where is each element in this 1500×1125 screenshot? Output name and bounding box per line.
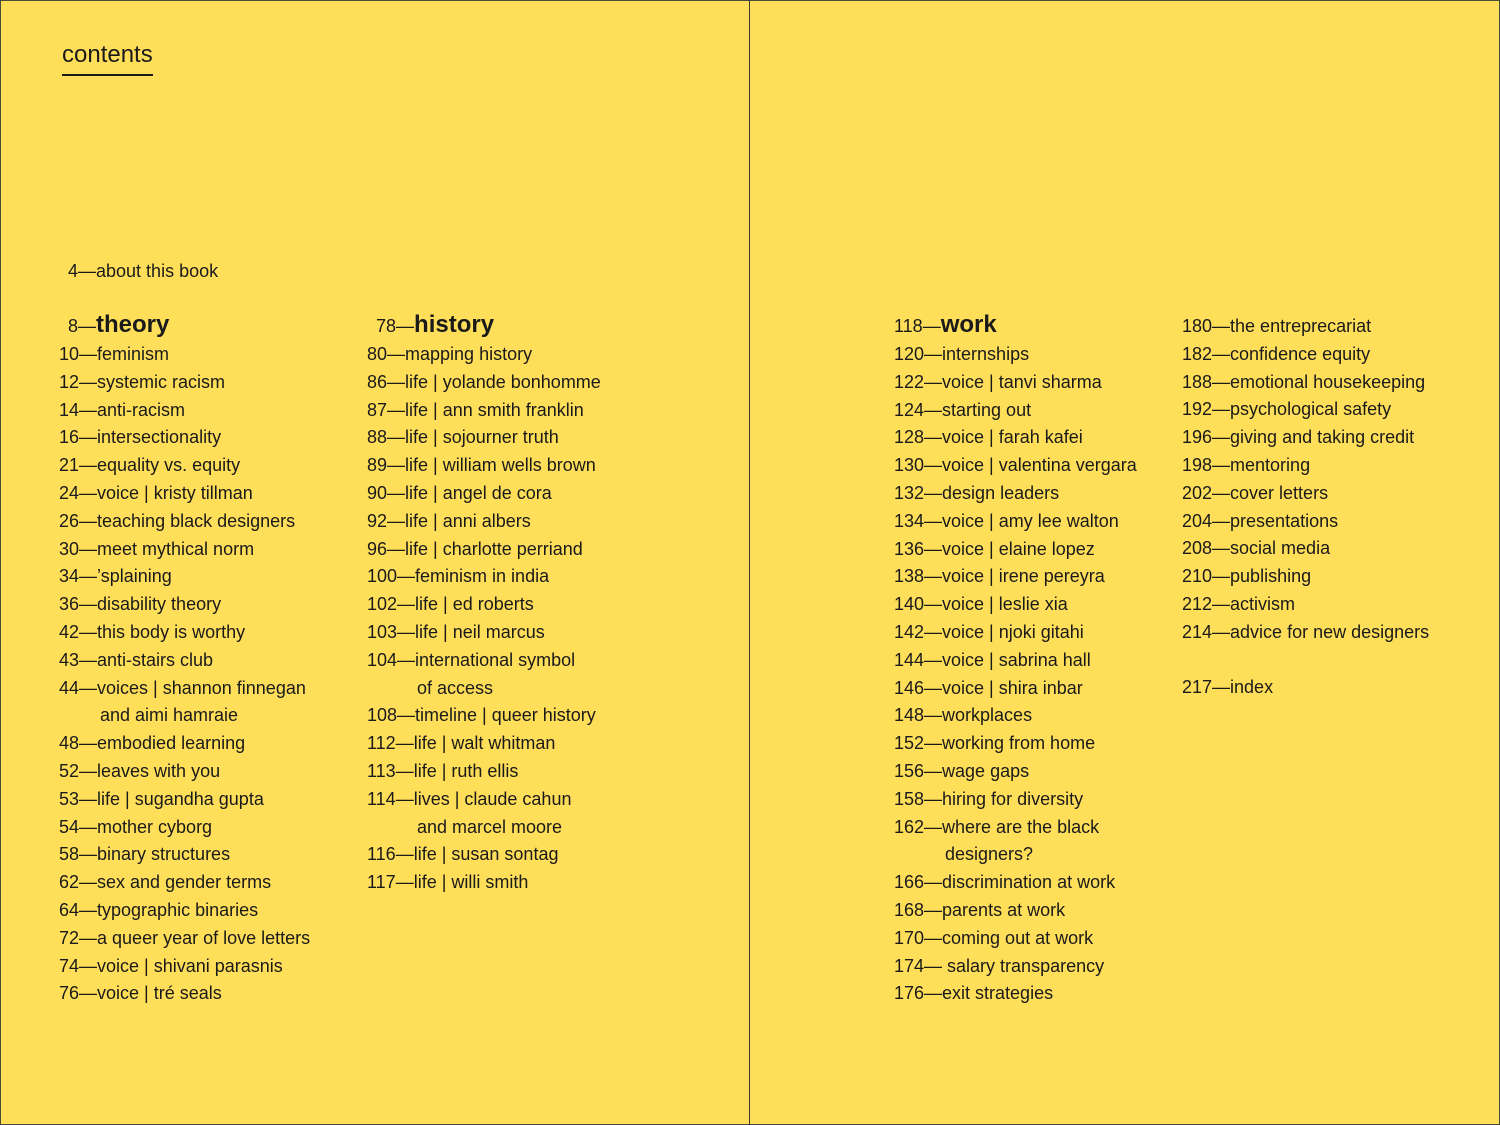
toc-column-work-continued [1182, 313, 1429, 702]
toc-entry: 54—mother cyborg [59, 816, 213, 837]
toc-entry: 21—equality vs. equity [59, 455, 241, 476]
section-page-number: 118— [894, 316, 941, 336]
toc-entry: 12—systemic racism [59, 371, 226, 392]
toc-entry: 170—coming out at work [894, 927, 1094, 948]
toc-entry: 176—exit strategies [894, 983, 1054, 1004]
toc-entry: 168—parents at work [894, 899, 1066, 920]
section-page-number: 78— [376, 316, 415, 336]
toc-entry: 140—voice | leslie xia [894, 594, 1068, 615]
toc-entry: 120—internships [894, 344, 1030, 364]
toc-entry: 52—leaves with you [59, 760, 221, 781]
toc-entry: 148—workplaces [894, 705, 1033, 726]
toc-entry: 90—life | angel de cora [367, 482, 552, 503]
toc-entry: 217—index [1182, 677, 1274, 698]
toc-entry: of access [417, 677, 494, 698]
toc-entry: 156—wage gaps [894, 760, 1030, 781]
toc-entry: 174— salary transparency [894, 955, 1105, 976]
toc-entry: 142—voice | njoki gitahi [894, 621, 1084, 642]
toc-entry: 144—voice | sabrina hall [894, 649, 1091, 670]
toc-entry: designers? [945, 844, 1034, 865]
section-title: theory [96, 311, 170, 338]
toc-entry: 146—voice | shira inbar [894, 677, 1083, 698]
toc-entry: 202—cover letters [1182, 482, 1329, 503]
toc-entry: 158—hiring for diversity [894, 788, 1084, 809]
toc-entry: 212—activism [1182, 593, 1296, 614]
toc-entry: 103—life | neil marcus [367, 621, 545, 642]
toc-entry: 192—psychological safety [1182, 399, 1392, 420]
toc-entry: 188—emotional housekeeping [1182, 371, 1426, 392]
toc-entry: 204—presentations [1182, 510, 1339, 531]
toc-entry: 116—life | susan sontag [367, 844, 559, 865]
toc-entry: 208—social media [1182, 538, 1331, 559]
toc-entry: 24—voice | kristy tillman [59, 482, 253, 503]
toc-entry: 36—disability theory [59, 594, 222, 615]
toc-entry-intro: 4—about this book [68, 261, 219, 281]
toc-entry: 26—teaching black designers [59, 510, 296, 531]
toc-entry: and marcel moore [417, 816, 563, 837]
toc-entry: 180—the entreprecariat [1182, 316, 1372, 336]
toc-entry: 74—voice | shivani parasnis [59, 955, 283, 976]
toc-entry: 76—voice | tré seals [59, 983, 222, 1004]
toc-entry: 100—feminism in india [367, 566, 550, 587]
toc-entry: 214—advice for new designers [1182, 621, 1430, 642]
toc-column-theory [59, 341, 310, 1008]
page-title: contents [62, 40, 153, 76]
toc-entry: 152—working from home [894, 733, 1096, 754]
toc-entry: and aimi hamraie [100, 705, 239, 726]
toc-entry: 162—where are the black [894, 816, 1100, 837]
section-heading-history [376, 311, 494, 341]
section-title: history [414, 311, 495, 338]
toc-spacer [1182, 647, 1429, 675]
toc-entry: 102—life | ed roberts [367, 594, 534, 615]
toc-entry: 210—publishing [1182, 566, 1312, 587]
toc-entry: 108—timeline | queer history [367, 705, 596, 726]
toc-entry: 53—life | sugandha gupta [59, 788, 264, 809]
section-page-number: 8— [68, 316, 97, 336]
toc-entry: 48—embodied learning [59, 733, 246, 754]
toc-entry: 138—voice | irene pereyra [894, 566, 1105, 587]
toc-entry: 166—discrimination at work [894, 872, 1116, 893]
toc-entry: 92—life | anni albers [367, 510, 531, 531]
toc-entry: 87—life | ann smith franklin [367, 399, 584, 420]
toc-entry: 124—starting out [894, 399, 1032, 420]
toc-entry: 117—life | willi smith [367, 872, 529, 893]
section-heading-work [894, 311, 997, 341]
toc-entry: 112—life | walt whitman [367, 733, 556, 754]
toc-entry: 43—anti-stairs club [59, 649, 214, 670]
toc-entry: 62—sex and gender terms [59, 872, 272, 893]
toc-entry: 80—mapping history [367, 344, 533, 364]
toc-entry: 134—voice | amy lee walton [894, 510, 1119, 531]
toc-entry: 42—this body is worthy [59, 621, 246, 642]
toc-column-history [367, 341, 601, 897]
toc-entry: 89—life | william wells brown [367, 455, 596, 476]
toc-entry: 122—voice | tanvi sharma [894, 371, 1102, 392]
toc-entry: 114—lives | claude cahun [367, 788, 572, 809]
toc-entry: 104—international symbol [367, 649, 576, 670]
toc-entry: 14—anti-racism [59, 399, 186, 420]
toc-entry: 10—feminism [59, 344, 170, 364]
toc-entry: 72—a queer year of love letters [59, 927, 311, 948]
toc-entry: 182—confidence equity [1182, 343, 1371, 364]
toc-entry: 58—binary structures [59, 844, 231, 865]
toc-entry: 128—voice | farah kafei [894, 427, 1083, 448]
toc-entry: 130—voice | valentina vergara [894, 455, 1137, 476]
section-title: work [940, 311, 997, 338]
toc-entry: 196—giving and taking credit [1182, 427, 1415, 448]
toc-entry: 16—intersectionality [59, 427, 222, 448]
toc-entry: 96—life | charlotte perriand [367, 538, 583, 559]
toc-entry: 198—mentoring [1182, 454, 1311, 475]
toc-entry: 86—life | yolande bonhomme [367, 371, 601, 392]
toc-entry: 34—’splaining [59, 566, 172, 587]
toc-entry: 88—life | sojourner truth [367, 427, 559, 448]
toc-entry: 132—design leaders [894, 482, 1060, 503]
section-heading-theory [68, 311, 169, 341]
toc-entry: 136—voice | elaine lopez [894, 538, 1095, 559]
toc-column-work [894, 341, 1137, 1008]
book-spine-divider [749, 0, 750, 1125]
toc-entry: 64—typographic binaries [59, 899, 259, 920]
toc-entry: 113—life | ruth ellis [367, 760, 519, 781]
toc-entry: 44—voices | shannon finnegan [59, 677, 306, 698]
toc-entry: 30—meet mythical norm [59, 538, 255, 559]
